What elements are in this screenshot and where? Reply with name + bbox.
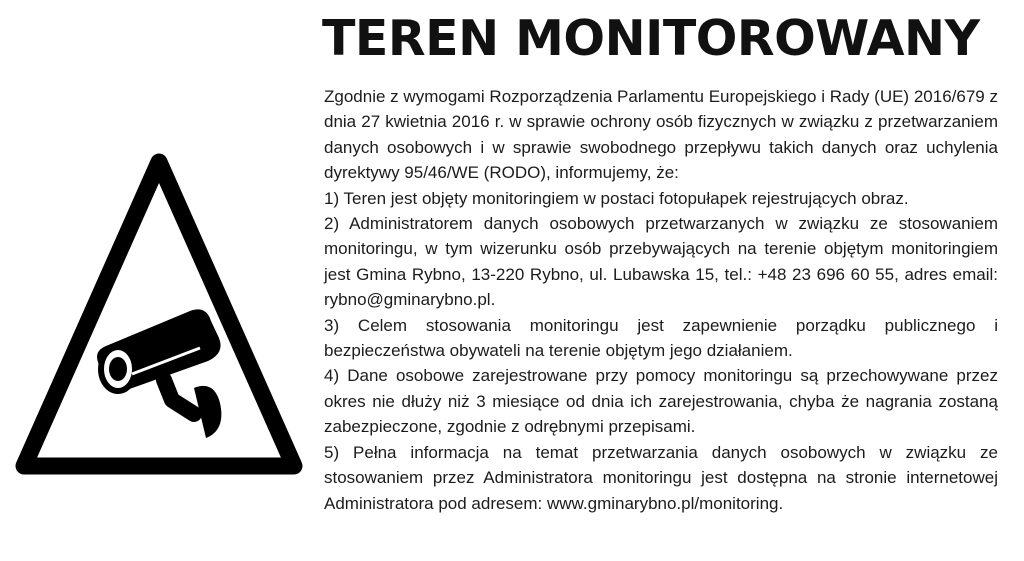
cctv-warning-sign xyxy=(14,148,304,478)
notice-point-2: 2) Administratorem danych osobowych przetwarzanych w związku ze stosowaniem monitoringu, w tym wizerunku osób przebywających na terenie objętym monitoringiem jest Gmina Rybno, 13-220 Rybno, ul. Lubawska 15, tel.: +48 23 696 60 55, adres email: rybno@gminarybno.pl. xyxy=(324,214,998,310)
warning-triangle xyxy=(24,162,294,466)
notice-point-3: 3) Celem stosowania monitoringu jest zapewnienie porządku publicznego i bezpieczeństwa obywateli na terenie objętym jego działaniem. xyxy=(324,315,998,361)
notice-point-1: 1) Teren jest objęty monitoringiem w postaci fotopułapek rejestrujących obraz. xyxy=(324,188,909,208)
page-title: TEREN MONITOROWANY xyxy=(322,10,980,67)
notice-intro: Zgodnie z wymogami Rozporządzenia Parlamentu Europejskiego i Rady (UE) 2016/679 z dnia 27 kwietnia 2016 r. w sprawie ochrony osób fizycznych w związku z przetwarzaniem danych osobowych i w sprawie swobodnego przepływu takich danych oraz uchylenia dyrektywy 95/46/WE (RODO), informujemy, że: xyxy=(324,87,998,183)
notice-point-4: 4) Dane osobowe zarejestrowane przy pomocy monitoringu są przechowywane przez okres nie dłuży niż 3 miesiące od dnia ich zarejestrowania, chyba że nagrania zostaną zabezpieczone, zgodnie z odrębnymi przepisami. xyxy=(324,366,998,437)
notice-point-5: 5) Pełna informacja na temat przetwarzania danych osobowych w związku ze stosowaniem przez Administratora monitoringu jest dostępna na stronie internetowej Administratora pod adresem: www.gminarybno.pl/monitoring. xyxy=(324,442,998,513)
cctv-camera-icon xyxy=(14,148,304,478)
notice-text xyxy=(324,84,998,516)
